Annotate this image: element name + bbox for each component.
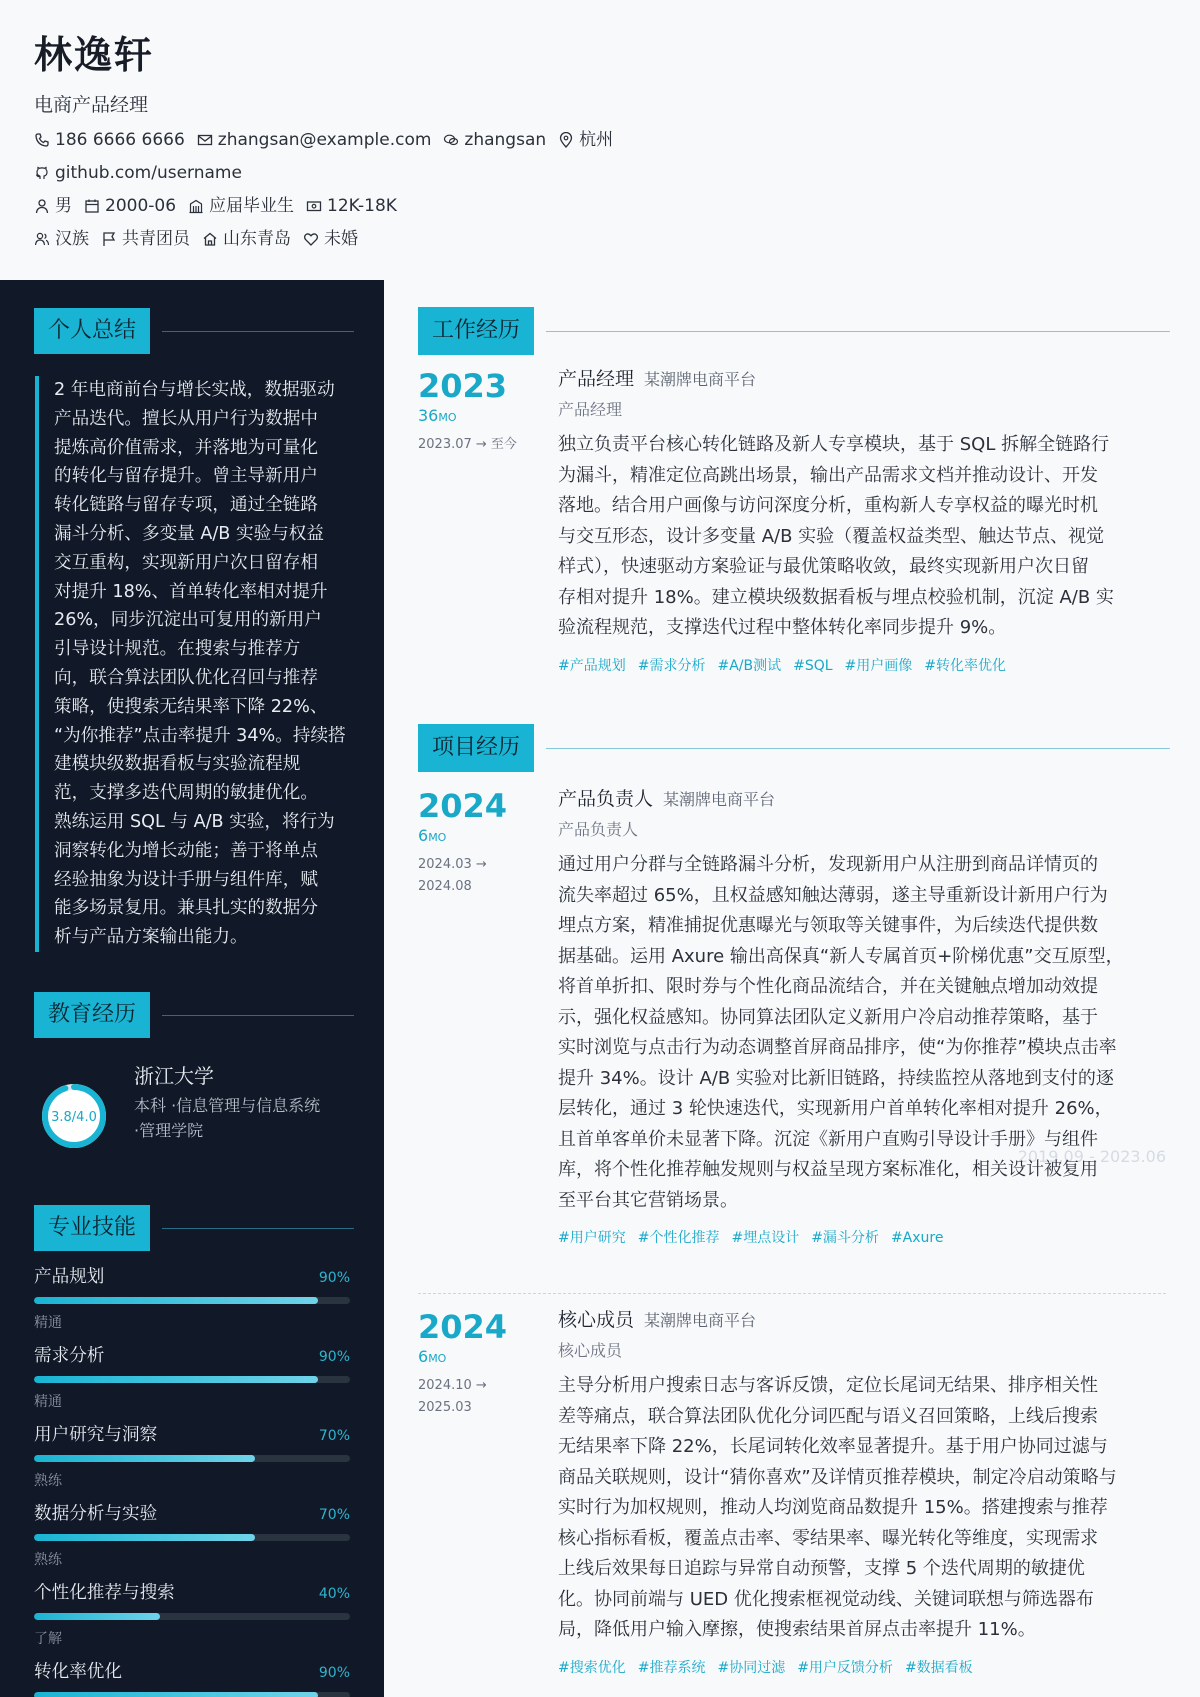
company-name: 某潮牌电商平台 [663,790,776,809]
description-line: 差等痛点，联合算法团队优化分词匹配与语义召回策略，上线后搜索 [558,1405,1098,1427]
entry-year: 2024 [418,787,508,825]
skill-name: 转化率优化 [34,1662,122,1682]
summary-line: 26%，同步沉淀出可复用的新用户 [54,610,322,631]
personal-row-2 [34,227,1164,251]
tag: #A/B测试 [717,657,782,674]
skill-bar-fill [34,1692,318,1697]
phone-text: 186 6666 6666 [55,130,185,150]
politics-item [101,227,190,251]
hometown-text: 山东青岛 [223,229,291,249]
entry-period [418,1375,528,1419]
section-skills-header [34,1205,354,1251]
entry-separator [418,1293,1166,1294]
summary-line: 对提升 18%、首单转化率相对提升 [54,581,328,602]
summary-text [35,376,353,952]
entry-period [418,854,528,898]
description-line: 无结果率下降 22%，长尾词转化效率显著提升。基于用户协同过滤与 [558,1436,1108,1457]
description-line: 与交互形态，设计多变量 A/B 实验（覆盖权益类型、触达节点、视觉 [558,525,1105,547]
tag-list [558,656,1168,676]
skill-level: 了解 [34,1631,62,1647]
summary-line: 范，支撑多迭代周期的敏捷优化。 [54,783,318,804]
description-line: 上线后效果每日追踪与异常自动预警，支撑 5 个迭代周期的敏捷优 [558,1558,1085,1579]
section-title: 个人总结 [34,308,150,354]
description-line: 实时浏览与点击行为动态调整首屏商品排序，使“为你推荐”模块点击率 [558,1037,1117,1058]
entry-duration [418,826,446,845]
description-line: 验流程规范，支撑迭代过程中整体转化率同步提升 9%。 [558,617,1007,638]
tag: #推荐系统 [637,1659,706,1676]
hometown-item [202,227,291,251]
email-item[interactable] [197,128,432,152]
skill-percent: 90% [318,1270,350,1286]
city-text: 杭州 [579,130,614,150]
gpa-text: 3.8/4.0 [51,1110,97,1125]
wechat-text: zhangsan [464,130,547,150]
tag: #需求分析 [637,657,706,674]
degree-major: 本科 ·信息管理与信息系统 [134,1096,321,1115]
description-line: 独立负责平台核心转化链路及新人专享模块，基于 SQL 拆解全链路行 [558,434,1110,455]
gender-item [34,194,72,218]
entry-title [558,366,1168,393]
skill-bar-fill [34,1455,255,1462]
description-line: 层转化，通过 3 轮快速迭代，实现新用户首单转化率相对提升 26%， [558,1098,1113,1119]
tag-list [558,1658,1168,1678]
ethnicity-text: 汉族 [55,229,89,249]
entry-year: 2024 [418,1308,508,1346]
tag: #埋点设计 [731,1230,800,1246]
description-line: 提升 34%。设计 A/B 实验对比新旧链路，持续监控从落地到支付的逐 [558,1067,1114,1089]
skill-bar-fill [34,1613,160,1620]
summary-line: 2 年电商前台与增长实战，数据驱动 [54,380,335,400]
summary-line: 漏斗分析、多变量 A/B 实验与权益 [54,523,324,544]
entry-content [558,366,1168,676]
skill-item [34,1343,350,1412]
skill-percent: 70% [318,1428,350,1444]
mail-icon [197,132,213,148]
duration-value: 36 [418,406,439,425]
description-line: 为漏斗，精准定位高跳出场景，输出产品需求文档并推动设计、开发 [558,464,1098,486]
github-icon [34,165,50,181]
summary-line: 产品迭代。擅长从用户行为数据中 [54,408,318,429]
skill-name: 数据分析与实验 [34,1504,158,1524]
section-divider [162,1228,354,1229]
period-start: 2024.10 → [418,1378,487,1393]
github-item[interactable] [34,161,242,185]
description-line: 存相对提升 18%。建立模块级数据看板与埋点校验机制，沉淀 A/B 实 [558,586,1114,608]
wechat-icon [443,132,459,148]
skill-item [34,1264,350,1333]
description-line: 至平台其它营销场景。 [558,1189,738,1211]
section-title: 教育经历 [34,992,150,1038]
birth-item [84,194,176,218]
entry-duration [418,1347,446,1366]
period-end: 2025.03 [418,1400,472,1415]
entry-content [558,1307,1168,1678]
phone-item [34,128,185,152]
description-line: 样式），快速驱动方案验证与最优策略收敛，最终实现新用户次日留 [558,556,1089,577]
skill-bar-fill [34,1534,255,1541]
skill-level: 精通 [34,1394,62,1410]
summary-line: 经验抽象为设计手册与组件库，赋 [54,869,318,890]
description-line: 库，将个性化推荐触发规则与权益呈现方案标准化，相关设计被复用 [558,1159,1098,1180]
entry-duration [418,406,457,425]
period-start: 2024.03 → [418,857,487,872]
skill-level: 精通 [34,1315,62,1331]
skill-bar [34,1455,350,1462]
resume-header [34,30,1164,251]
summary-line: 析与产品方案输出能力。 [54,927,248,948]
section-summary-header [34,308,354,354]
skill-item [34,1659,350,1697]
education-detail [134,1093,344,1143]
skill-bar [34,1297,350,1304]
flag-icon [101,231,117,247]
users-icon [34,231,50,247]
description-line: 流失率超过 65%，且权益感知触达薄弱，遂主导重新设计新用户行为 [558,884,1108,906]
description-line: 示，强化权益感知。协同算法团队定义新用户冷启动推荐策略，基于 [558,1006,1098,1028]
gpa-ring [40,1082,108,1150]
description-line: 埋点方案，精准捕捉优惠曝光与领取等关键事件，为后续迭代提供数 [558,915,1098,936]
github-row [34,161,1164,185]
description-line: 局，降低用户输入摩擦，使搜索结果首屏点击率提升 11%。 [558,1619,1036,1640]
marital-item [303,227,358,251]
entry-title [558,786,1168,813]
summary-line: 建模块级数据看板与实验流程规 [54,754,301,775]
tag: #产品规划 [558,657,626,674]
section-title: 专业技能 [34,1205,150,1251]
entry-title [558,1307,1168,1334]
description-line: 且首单客单价未显著下降。沉淀《新用户直购引导设计手册》与组件 [558,1128,1098,1150]
skill-name: 产品规划 [34,1267,105,1287]
location-pin-icon [558,132,574,148]
politics-text: 共青团员 [122,229,190,249]
tag: #漏斗分析 [811,1230,879,1246]
description-line: 落地。结合用户画像与访问深度分析，重构新人专享权益的曝光时机 [558,495,1098,516]
skill-name: 用户研究与洞察 [34,1425,158,1445]
section-title: 工作经历 [418,307,534,355]
entry-subtitle: 产品负责人 [558,820,639,839]
tag: #用户反馈分析 [797,1659,893,1676]
ethnicity-item [34,227,89,251]
salary-text: 12K-18K [327,196,397,216]
summary-line: 熟练运用 SQL 与 A/B 实验，将行为 [54,811,335,832]
description-line: 核心指标看板，覆盖点击率、零结果率、曝光转化等维度，实现需求 [558,1527,1098,1549]
company-name: 某潮牌电商平台 [644,1311,757,1330]
entry-content [558,786,1168,1248]
github-text: github.com/username [55,163,242,183]
job-title: 电商产品经理 [34,94,149,116]
entry-year: 2023 [418,367,508,405]
description-line: 化。协同前端与 UED 优化搜索框视觉动线、关键词联想与筛选器布 [558,1588,1094,1610]
skill-bar-fill [34,1376,318,1383]
status-text: 应届毕业生 [209,196,295,216]
tag: #SQL [793,657,833,674]
education-dates: 2019.09 - 2023.06 [1017,1147,1166,1166]
description-line: 主导分析用户搜索日志与客诉反馈，定位长尾词无结果、排序相关性 [558,1375,1098,1396]
summary-line: 提炼高价值需求，并落地为可量化 [54,437,318,458]
role-name: 核心成员 [558,1309,635,1331]
tag: #用户研究 [558,1230,626,1246]
tag: #转化率优化 [924,657,1007,674]
entry-subtitle: 核心成员 [558,1341,623,1360]
section-education-header [34,992,354,1038]
tag: #协同过滤 [717,1659,786,1676]
skill-bar [34,1613,350,1620]
entry-description [558,1371,1168,1646]
description-line: 通过用户分群与全链路漏斗分析，发现新用户从注册到商品详情页的 [558,854,1098,875]
duration-unit: MO [428,1352,447,1365]
birth-text: 2000-06 [105,196,177,216]
section-title: 项目经历 [418,724,534,772]
duration-unit: MO [428,831,447,844]
skill-percent: 90% [318,1665,350,1681]
money-icon [306,198,322,214]
summary-line: 洞察转化为增长动能；善于将单点 [54,840,318,861]
tag: #数据看板 [904,1659,973,1676]
tag: #用户画像 [844,657,913,674]
duration-value: 6 [418,826,429,845]
skill-item [34,1422,350,1491]
tag: #Axure [890,1230,944,1246]
home-icon [202,231,218,247]
gender-text: 男 [55,196,72,216]
skill-percent: 90% [318,1349,350,1365]
candidate-name: 林逸轩 [34,33,155,77]
skill-item [34,1501,350,1570]
tag-list [558,1228,1168,1248]
summary-line: 转化链路与留存专项，通过全链路 [54,495,318,516]
section-divider [546,748,1170,749]
summary-line: 策略，使搜索无结果率下降 22%、 [54,696,328,717]
entry-description [558,850,1168,1216]
calendar-icon [84,198,100,214]
tag: #个性化推荐 [637,1230,720,1246]
tag: #搜索优化 [558,1659,626,1676]
role-name: 产品负责人 [558,788,654,810]
entry-description [558,430,1168,644]
skill-level: 熟练 [34,1473,62,1489]
skill-name: 需求分析 [34,1346,105,1366]
duration-value: 6 [418,1347,429,1366]
description-line: 据基础。运用 Axure 输出高保真“新人专属首页+阶梯优惠”交互原型， [558,945,1124,967]
skill-bar [34,1692,350,1697]
entry-subtitle: 产品经理 [558,400,623,419]
heart-icon [303,231,319,247]
email-text: zhangsan@example.com [217,130,432,150]
section-work-header [418,307,1170,355]
salary-item [306,194,397,218]
skill-percent: 70% [318,1507,350,1523]
skill-item [34,1580,350,1649]
status-item [188,194,294,218]
school-name: 浙江大学 [134,1064,214,1088]
wechat-item [443,128,546,152]
section-projects-header [418,724,1170,772]
skill-bar-fill [34,1297,318,1304]
description-line: 实时行为加权规则，推动人均浏览商品数提升 15%。搭建搜索与推荐 [558,1497,1108,1518]
phone-icon [34,132,50,148]
summary-line: 向，联合算法团队优化召回与推荐 [54,667,318,688]
skill-percent: 40% [318,1586,350,1602]
description-line: 将首单折扣、限时券与个性化商品流结合，并在关键触点增加动效提 [558,976,1098,997]
marital-text: 未婚 [324,229,358,249]
building-icon [188,198,204,214]
description-line: 商品关联规则，设计“猜你喜欢”及详情页推荐模块，制定冷启动策略与 [558,1466,1117,1488]
summary-line: 交互重构，实现新用户次日留存相 [54,552,318,573]
skill-bar [34,1534,350,1541]
summary-line: 能多场景复用。兼具扎实的数据分 [54,898,318,919]
college-name: ·管理学院 [134,1121,204,1140]
position-name: 产品经理 [558,368,635,390]
section-divider [162,1015,354,1016]
user-icon [34,198,50,214]
summary-line: 的转化与留存提升。曾主导新用户 [54,466,318,487]
skill-level: 熟练 [34,1552,62,1568]
contact-row [34,128,1164,152]
summary-line: “为你推荐”点击率提升 34%。持续搭 [54,725,346,746]
personal-row-1 [34,194,1164,218]
skill-name: 个性化推荐与搜索 [34,1583,175,1603]
section-divider [162,331,354,332]
entry-period: 2023.07 → 至今 [418,437,517,452]
city-item [558,128,613,152]
section-divider [546,331,1170,332]
summary-line: 引导设计规范。在搜索与推荐方 [54,639,301,660]
skill-bar [34,1376,350,1383]
period-end: 2024.08 [418,879,472,894]
company-name: 某潮牌电商平台 [644,370,757,389]
duration-unit: MO [438,411,457,424]
